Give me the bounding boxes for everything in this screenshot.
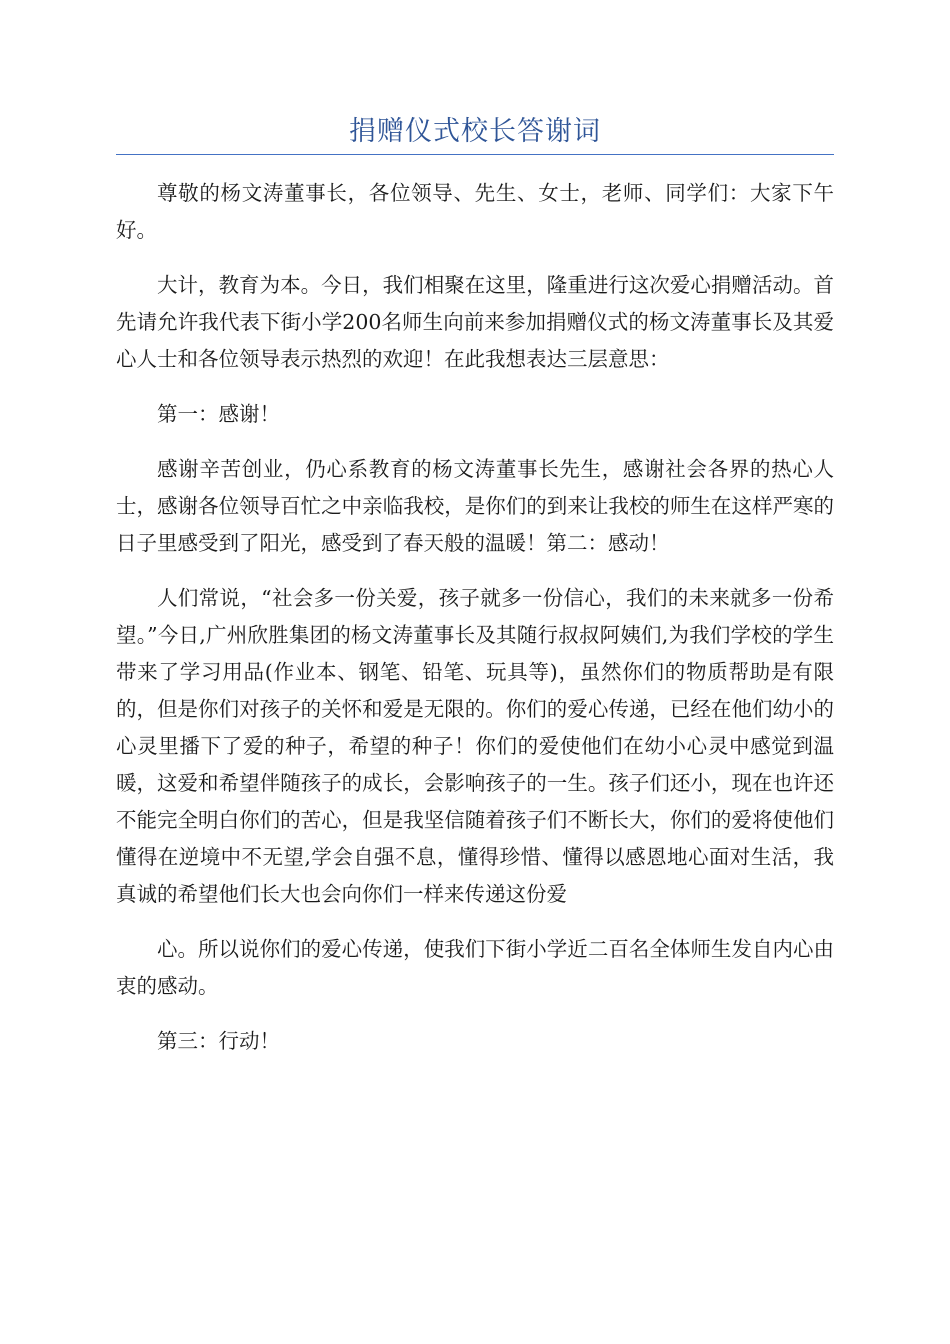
paragraph-thanks: 感谢辛苦创业，仍心系教育的杨文涛董事长先生，感谢社会各界的热心人士，感谢各位领导百忙之中亲临我校，是你们的到来让我校的师生在这样严寒的日子里感受到了阳光，感受到了春天般的温暖！第二：感动！ (116, 457, 834, 555)
paragraph-greeting: 尊敬的杨文涛董事长，各位领导、先生、女士，老师、同学们：大家下午好。 (116, 181, 834, 242)
paragraph-opening: 大计，教育为本。今日，我们相聚在这里，隆重进行这次爱心捐赠活动。首先请允许我代表下街小学200名师生向前来参加捐赠仪式的杨文涛董事长及其爱心人士和各位领导表示热烈的欢迎！在此我想表达三层意思： (116, 273, 834, 371)
paragraph-moved: 人们常说，“社会多一份关爱，孩子就多一份信心，我们的未来就多一份希望。”今日,广州欣胜集团的杨文涛董事长及其随行叔叔阿姨们,为我们学校的学生带来了学习用品(作业本、钢笔、铅笔、玩具等)，虽然你们的物质帮助是有限的，但是你们对孩子的关怀和爱是无限的。你们的爱心传递，已经在他们幼小的心灵里播下了爱的种子，希望的种子！你们的爱使他们在幼小心灵中感觉到温暖，这爱和希望伴随孩子的成长，会影响孩子的一生。孩子们还小，现在也许还不能完全明白你们的苦心，但是我坚信随着孩子们不断长大，你们的爱将使他们懂得在逆境中不无望,学会自强不息，懂得珍惜、懂得以感恩地心面对生活，我真诚的希望他们长大也会向你们一样来传递这份爱 (116, 586, 834, 906)
paragraph-heading-first: 第一：感谢！ (157, 402, 280, 426)
paragraph-heading-third: 第三：行动！ (157, 1029, 280, 1053)
document-title: 捐赠仪式校长答谢词 (349, 116, 601, 147)
paragraph-continuation: 心。所以说你们的爱心传递，使我们下街小学近二百名全体师生发自内心由衷的感动。 (116, 937, 834, 998)
title-underline (116, 154, 834, 155)
document-body (116, 175, 834, 1078)
